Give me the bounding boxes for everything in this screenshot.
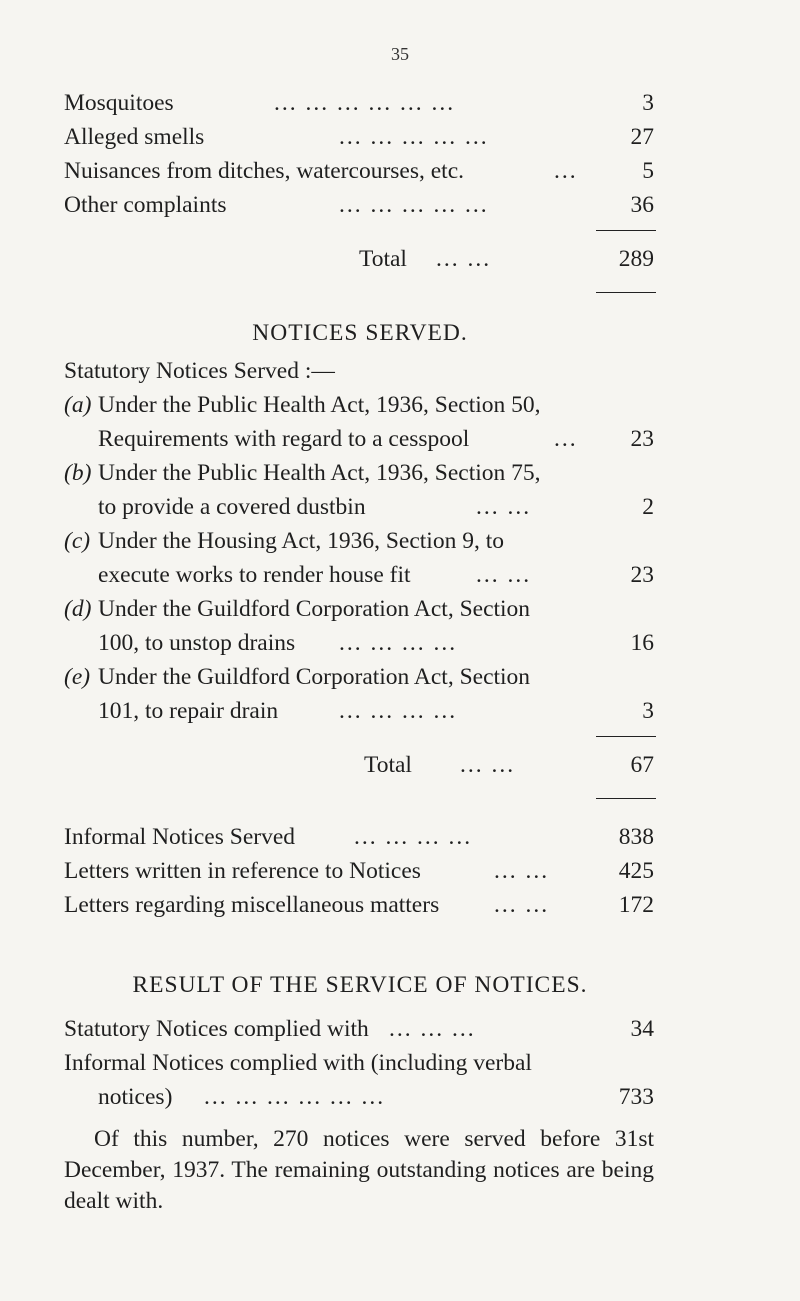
subtotal-rule xyxy=(596,230,656,231)
page-number: 35 xyxy=(391,44,409,64)
row-label: Mosquitoes xyxy=(64,90,174,116)
row-label: Letters regarding miscellaneous matters xyxy=(64,892,440,918)
leader-dots: ... ... ... ... xyxy=(339,698,458,724)
item-value: 2 xyxy=(642,494,654,520)
row-label: Statutory Notices complied with xyxy=(64,1016,369,1042)
leader-dots: ... ... ... xyxy=(389,1016,476,1042)
item-text: Under the Guildford Corporation Act, Section xyxy=(98,596,531,622)
item-value: 23 xyxy=(630,426,654,452)
total-rule xyxy=(596,798,656,799)
row-value: 34 xyxy=(630,1016,654,1042)
total-value: 289 xyxy=(618,246,654,272)
total-label: Total xyxy=(364,752,412,778)
row-label: Alleged smells xyxy=(64,124,205,150)
item-value: 16 xyxy=(630,630,654,656)
total-rule xyxy=(596,292,656,293)
row-value: 172 xyxy=(618,892,654,918)
row-label: Informal Notices Served xyxy=(64,824,296,850)
leader-dots: ... ... ... ... ... ... xyxy=(204,1084,386,1110)
item-value: 3 xyxy=(642,698,654,724)
leader-dots: ... ... xyxy=(436,246,492,272)
closing-paragraph: Of this number, 270 notices were served before 31st December, 1937. The remaining outstanding notices are being dealt with. xyxy=(64,1126,654,1214)
row-value: 3 xyxy=(642,90,654,116)
row-label: Letters written in reference to Notices xyxy=(64,858,421,884)
leader-dots: ... ... xyxy=(476,562,532,588)
leader-dots: ... ... ... ... xyxy=(354,824,473,850)
leader-dots: ... ... xyxy=(494,858,550,884)
row-value: 5 xyxy=(642,158,654,184)
item-value: 23 xyxy=(630,562,654,588)
item-text: Under the Public Health Act, 1936, Section 75, xyxy=(98,460,541,486)
leader-dots: ... ... xyxy=(476,494,532,520)
item-marker: (e) xyxy=(64,664,91,690)
result-heading: RESULT OF THE SERVICE OF NOTICES. xyxy=(132,972,588,998)
row-value: 36 xyxy=(630,192,654,218)
document-page: 35 Mosquitoes ... ... ... ... ... ... 3 Alleged smells ... ... ... ... ... 27 Nuisances from ditches, watercourses, etc. ... 5 Other complaints ... ... ... ... ... 36 Total ... ... 289 NOTICES SERVED. Statutory Notices Served :— (a) Under the Public Health Act, 1936, Section 50, Requirements with regard to a cesspool ... 23 (b) Under the Public Health Act, 1936, Section 75, to provide a covered dustbin ... ... 2 (c) Under the Housing Act, 1936, Section 9, to execute works to render house fit ... ... 23 (d) Under the Guildford Corporation Act, Section 100, to unstop drains ... ... ... ... 16 (e) Under the Guildford Corporation Act, Section 101, to repair drain ... ... ... ... 3 Total ... ... 67 Informal Notices Served ... ... ... ... 838 Letters written in reference to Notices ... ... 425 Letters regarding miscellaneous matters ... ... 172 RESULT OF THE SERVICE OF NOTICES. Statutory Notices complied with ... ... ... 34 Informal Notices complied with (including verbal notices) ... ... ... ... ... ... 733 Of this number, 270 notices were served before 31st December, 1937. The remaining outstanding notices are being dealt with. xyxy=(0,0,800,1301)
row-value: 425 xyxy=(618,858,654,884)
row-label: notices) xyxy=(98,1084,173,1110)
leader-dots: ... ... ... ... ... xyxy=(339,192,489,218)
leader-dots: ... ... ... ... ... ... xyxy=(274,90,456,116)
total-label: Total xyxy=(359,246,407,272)
row-value: 27 xyxy=(630,124,654,150)
item-text: Under the Public Health Act, 1936, Section 50, xyxy=(98,392,541,418)
leader-dots: ... ... ... ... ... xyxy=(339,124,489,150)
item-marker: (c) xyxy=(64,528,91,554)
row-value: 838 xyxy=(618,824,654,850)
item-text: to provide a covered dustbin xyxy=(98,494,366,520)
leader-dots: ... ... ... ... xyxy=(339,630,458,656)
item-text: Under the Housing Act, 1936, Section 9, to xyxy=(98,528,504,554)
subtotal-rule xyxy=(596,736,656,737)
leader-dots: ... xyxy=(554,426,578,452)
leader-dots: ... xyxy=(554,158,578,184)
item-text: Under the Guildford Corporation Act, Section xyxy=(98,664,531,690)
leader-dots: ... ... xyxy=(460,752,516,778)
item-marker: (b) xyxy=(64,460,92,486)
item-text: 100, to unstop drains xyxy=(98,630,296,656)
row-value: 733 xyxy=(618,1084,654,1110)
row-label: Informal Notices complied with (including verbal xyxy=(64,1050,532,1076)
leader-dots: ... ... xyxy=(494,892,550,918)
notices-served-heading: NOTICES SERVED. xyxy=(252,320,468,346)
row-label: Other complaints xyxy=(64,192,227,218)
item-marker: (a) xyxy=(64,392,92,418)
item-text: Requirements with regard to a cesspool xyxy=(98,426,470,452)
item-marker: (d) xyxy=(64,596,92,622)
item-text: 101, to repair drain xyxy=(98,698,279,724)
item-text: execute works to render house fit xyxy=(98,562,411,588)
total-value: 67 xyxy=(630,752,654,778)
row-label: Nuisances from ditches, watercourses, etc. xyxy=(64,158,465,184)
